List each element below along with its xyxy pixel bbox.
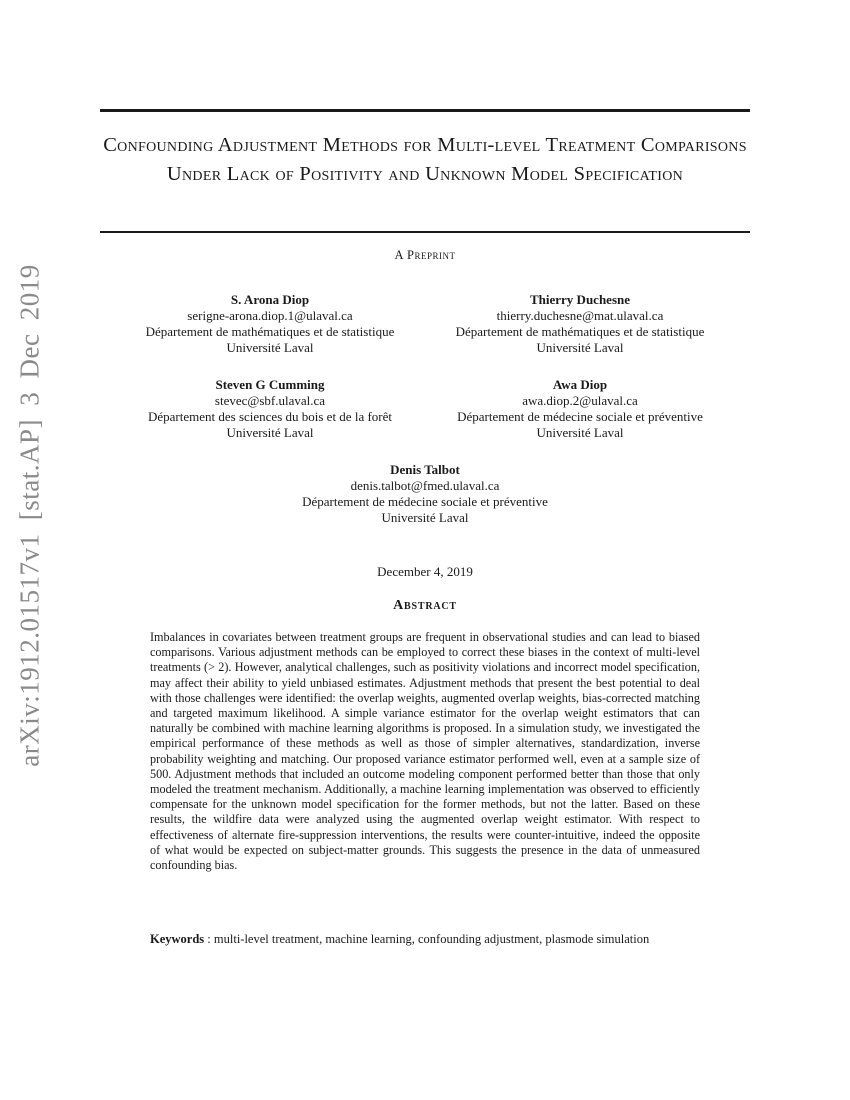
author-email[interactable]: stevec@sbf.ulaval.ca xyxy=(214,393,326,408)
author-name: Steven G Cumming xyxy=(215,377,325,392)
author-university: Université Laval xyxy=(536,425,624,440)
author-university: Université Laval xyxy=(536,340,624,355)
author-name: Denis Talbot xyxy=(390,462,460,477)
author-email[interactable]: serigne-arona.diop.1@ulaval.ca xyxy=(187,308,353,323)
author-block-4 xyxy=(415,377,745,441)
author-email[interactable]: denis.talbot@fmed.ulaval.ca xyxy=(350,478,500,493)
author-email[interactable]: awa.diop.2@ulaval.ca xyxy=(522,393,638,408)
title-bottom-rule xyxy=(100,231,750,233)
author-university: Université Laval xyxy=(381,510,469,525)
publication-date: December 4, 2019 xyxy=(377,564,473,579)
preprint-label: A Preprint xyxy=(394,248,456,262)
author-name: Thierry Duchesne xyxy=(529,292,631,307)
author-block-5 xyxy=(260,462,590,526)
author-department: Département de mathématiques et de statistique xyxy=(455,324,705,339)
author-department: Département de médecine sociale et préventive xyxy=(302,494,548,509)
author-email[interactable]: thierry.duchesne@mat.ulaval.ca xyxy=(496,308,664,323)
title-top-rule xyxy=(100,109,750,112)
paper-title: Confounding Adjustment Methods for Multi-level Treatment Comparisons Under Lack of Positivity and Unknown Model Specification xyxy=(103,134,747,185)
author-block-3 xyxy=(105,377,435,441)
author-department: Département de médecine sociale et préventive xyxy=(457,409,703,424)
keywords-label: Keywords xyxy=(150,932,205,946)
author-university: Université Laval xyxy=(226,340,314,355)
author-university: Université Laval xyxy=(226,425,314,440)
author-name: Awa Diop xyxy=(552,377,608,392)
author-block-2 xyxy=(415,292,745,356)
keywords-line xyxy=(150,932,750,947)
arxiv-identifier-text: arXiv:1912.01517v1 [stat.AP] 3 Dec 2019 xyxy=(14,263,45,767)
abstract-body: Imbalances in covariates between treatment groups are frequent in observational studies and can lead to biased comparisons. Various adjustment methods can be employed to correct these biases in the context of multi-level treatments (> 2). However, analytical challenges, such as positivity violations and incorrect model specification, may affect their ability to yield unbiased estimates. Adjustment methods that present the best potential to deal with those challenges were identified: the overlap weights, augmented overlap weights, bias-corrected matching and targeted maximum likelihood. A simple variance estimator for the overlap weight estimators that can naturally be combined with machine learning algorithms is proposed. In a simulation study, we investigated the empirical performance of these methods as well as those of simpler alternatives, standardization, inverse probability weighting and matching. Our proposed variance estimator performed well, even at a sample size of 500. Adjustment methods that included an outcome modeling component performed better than those that only modeled the treatment mechanism. Additionally, a machine learning implementation was observed to efficiently compensate for the unknown model specification for the former methods, but not the latter. Based on these results, the wildfire data were analyzed using the augmented overlap weight estimator. With respect to effectiveness of alternate fire-suppression interventions, the results were counter-intuitive, indeed the opposite of what would be expected on subject-matter grounds. This suggests the presence in the data of unmeasured confounding bias. xyxy=(150,630,700,873)
author-block-1 xyxy=(105,292,435,356)
keywords-separator: : xyxy=(204,932,214,946)
abstract-heading: Abstract xyxy=(393,598,457,613)
author-department: Département de mathématiques et de statistique xyxy=(145,324,395,339)
author-name: S. Arona Diop xyxy=(230,292,310,307)
author-department: Département des sciences du bois et de la forêt xyxy=(147,409,393,424)
keywords-list: multi-level treatment, machine learning, confounding adjustment, plasmode simulation xyxy=(213,932,650,946)
arxiv-identifier-stamp[interactable] xyxy=(10,263,50,767)
